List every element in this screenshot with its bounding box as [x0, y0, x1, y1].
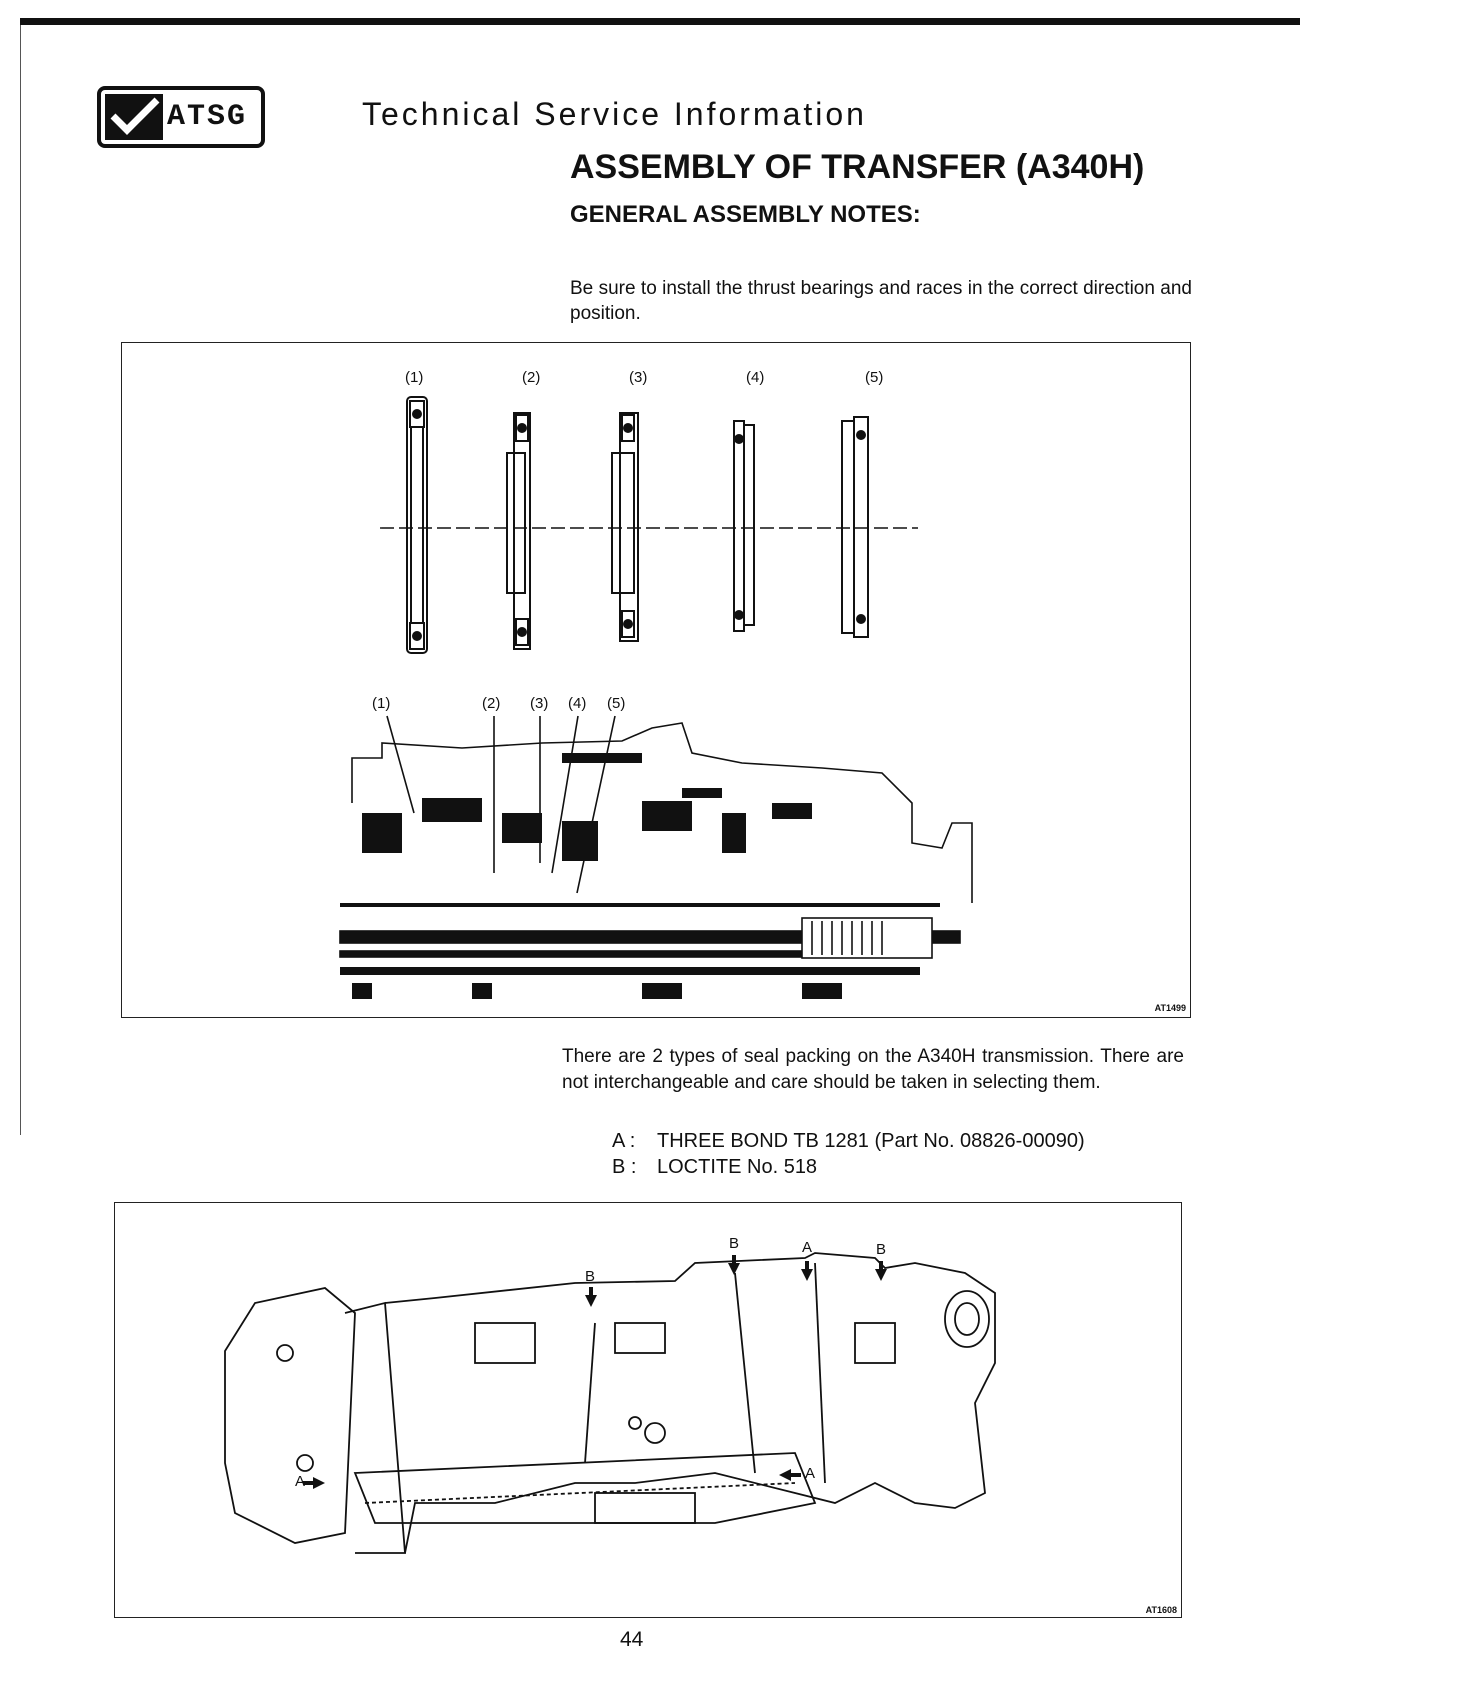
legend-key: B :	[612, 1156, 637, 1178]
section-label-1: (1)	[372, 695, 391, 712]
transfer-cross-section	[122, 343, 1190, 1017]
bearing-label-4: (4)	[746, 369, 765, 386]
callout-a-1: A	[802, 1239, 813, 1256]
figure-code: AT1499	[1154, 1003, 1186, 1013]
transmission-drawing	[115, 1203, 1181, 1617]
transmission-figure	[114, 1202, 1182, 1618]
section-label-4: (4)	[568, 695, 587, 712]
checkmark-icon	[105, 94, 163, 140]
section-label-5: (5)	[607, 695, 626, 712]
section-heading: GENERAL ASSEMBLY NOTES:	[570, 201, 921, 228]
bearing-label-3: (3)	[629, 369, 648, 386]
bearing-label-1: (1)	[405, 369, 424, 386]
bearing-label-2: (2)	[522, 369, 541, 386]
callout-b-1: B	[585, 1268, 596, 1285]
callout-a-2: A	[295, 1473, 306, 1490]
legend-row-b	[612, 1154, 1085, 1180]
atsg-logo	[97, 86, 265, 148]
callout-b-2: B	[729, 1235, 740, 1252]
seal-packing-legend	[612, 1128, 1085, 1180]
binding-rule	[20, 25, 21, 1135]
figure-code: AT1608	[1145, 1605, 1177, 1615]
legend-text: LOCTITE No. 518	[657, 1156, 818, 1178]
callout-b-3: B	[876, 1241, 887, 1258]
legend-key: A :	[612, 1130, 636, 1152]
section-label-3: (3)	[530, 695, 549, 712]
legend-text: THREE BOND TB 1281 (Part No. 08826-00090)	[657, 1130, 1085, 1152]
section-label-2: (2)	[482, 695, 501, 712]
page-number: 44	[620, 1628, 644, 1651]
logo-text: ATSG	[167, 100, 248, 134]
thrust-bearing-figure	[121, 342, 1191, 1018]
bearing-label-5: (5)	[865, 369, 884, 386]
body-paragraph-2: There are 2 types of seal packing on the A340H transmission. There are not interchangeable and care should be taken in selecting them.	[562, 1046, 1184, 1093]
legend-row-a	[612, 1128, 1085, 1154]
page-title: ASSEMBLY OF TRANSFER (A340H)	[570, 148, 1145, 186]
callout-a-3: A	[805, 1465, 816, 1482]
body-paragraph-1: Be sure to install the thrust bearings and races in the correct direction and position.	[570, 278, 1192, 324]
header-title: Technical Service Information	[362, 96, 867, 132]
top-rule	[20, 18, 1300, 25]
